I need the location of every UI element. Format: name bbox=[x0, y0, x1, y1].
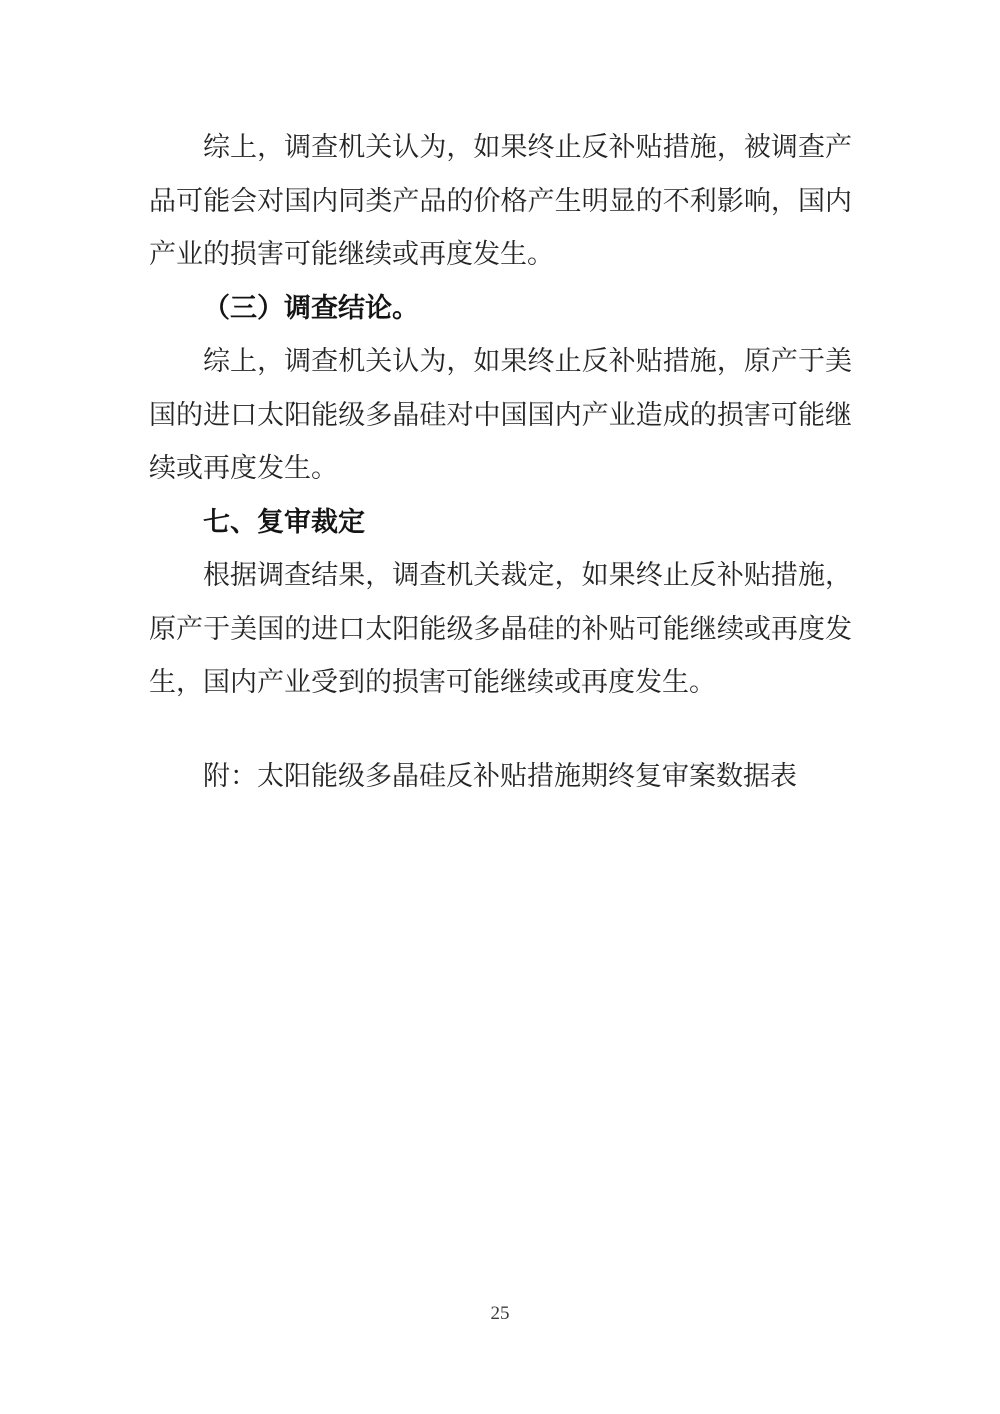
page-number: 25 bbox=[490, 1303, 510, 1324]
section-heading-review-ruling: 七、复审裁定 bbox=[203, 506, 365, 537]
body-paragraph-price-effect: 综上，调查机关认为，如果终止反补贴措施，被调查产品可能会对国内同类产品的价格产生明显的不利影响，国内产业的损害可能继续或再度发生。 bbox=[149, 132, 852, 269]
body-paragraph-ruling: 根据调查结果，调查机关裁定，如果终止反补贴措施，原产于美国的进口太阳能级多晶硅的补贴可能继续或再度发生，国内产业受到的损害可能继续或再度发生。 bbox=[149, 560, 852, 697]
document-text-block bbox=[149, 121, 852, 803]
body-paragraph-injury-conclusion: 综上，调查机关认为，如果终止反补贴措施，原产于美国的进口太阳能级多晶硅对中国国内产业造成的损害可能继续或再度发生。 bbox=[149, 346, 852, 483]
attachment-note: 附：太阳能级多晶硅反补贴措施期终复审案数据表 bbox=[203, 760, 797, 791]
section-heading-investigation-conclusion: （三）调查结论。 bbox=[203, 292, 419, 323]
